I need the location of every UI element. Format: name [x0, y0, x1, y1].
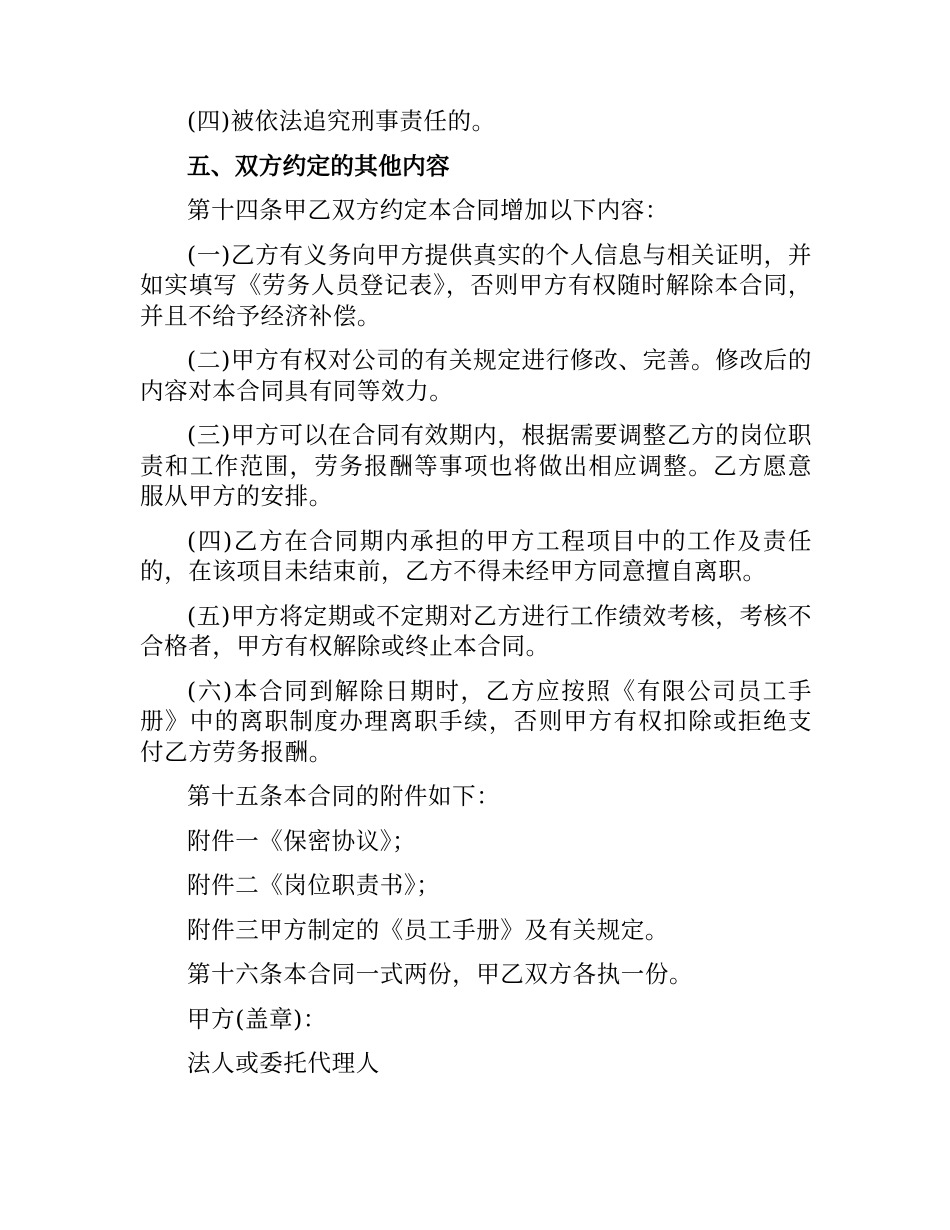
clause-item-criminal-liability: (四)被依法追究刑事责任的。: [187, 107, 496, 135]
clause-item-5: (五)甲方将定期或不定期对乙方进行工作绩效考核，考核不合格者，甲方有权解除或终止本合同。: [140, 601, 812, 660]
clause-item-1: (一)乙方有义务向甲方提供真实的个人信息与相关证明，并如实填写《劳务人员登记表》，否则甲方有权随时解除本合同，并且不给予经济补偿。: [140, 240, 812, 330]
clause-item-2: (二)甲方有权对公司的有关规定进行修改、完善。修改后的内容对本合同具有同等效力。: [140, 346, 812, 405]
attachment-1: 附件一《保密协议》；: [187, 826, 417, 855]
attachment-2: 附件二《岗位职责书》；: [187, 871, 441, 899]
article-14: 第十四条甲乙双方约定本合同增加以下内容：: [187, 196, 669, 224]
clause-item-4: (四)乙方在合同期内承担的甲方工程项目中的工作及责任的，在该项目未结束前，乙方不得未经甲方同意擅自离职。: [140, 526, 812, 585]
attachment-3: 附件三甲方制定的《员工手册》及有关规定。: [187, 915, 669, 944]
legal-representative-line: 法人或委托代理人: [187, 1049, 380, 1077]
article-16: 第十六条本合同一式两份，甲乙双方各执一份。: [187, 960, 694, 988]
document-page: [140, 106, 812, 1093]
clause-item-3: (三)甲方可以在合同有效期内，根据需要调整乙方的岗位职责和工作范围，劳务报酬等事项也将做出相应调整。乙方愿意服从甲方的安排。: [140, 421, 812, 510]
party-a-seal-line: 甲方(盖章)：: [187, 1004, 328, 1033]
section-heading: 五、双方约定的其他内容: [187, 151, 450, 180]
clause-item-6: (六)本合同到解除日期时，乙方应按照《有限公司员工手册》中的离职制度办理离职手续，否则甲方有权扣除或拒绝支付乙方劳务报酬。: [140, 676, 812, 766]
article-15: 第十五条本合同的附件如下：: [187, 782, 501, 810]
